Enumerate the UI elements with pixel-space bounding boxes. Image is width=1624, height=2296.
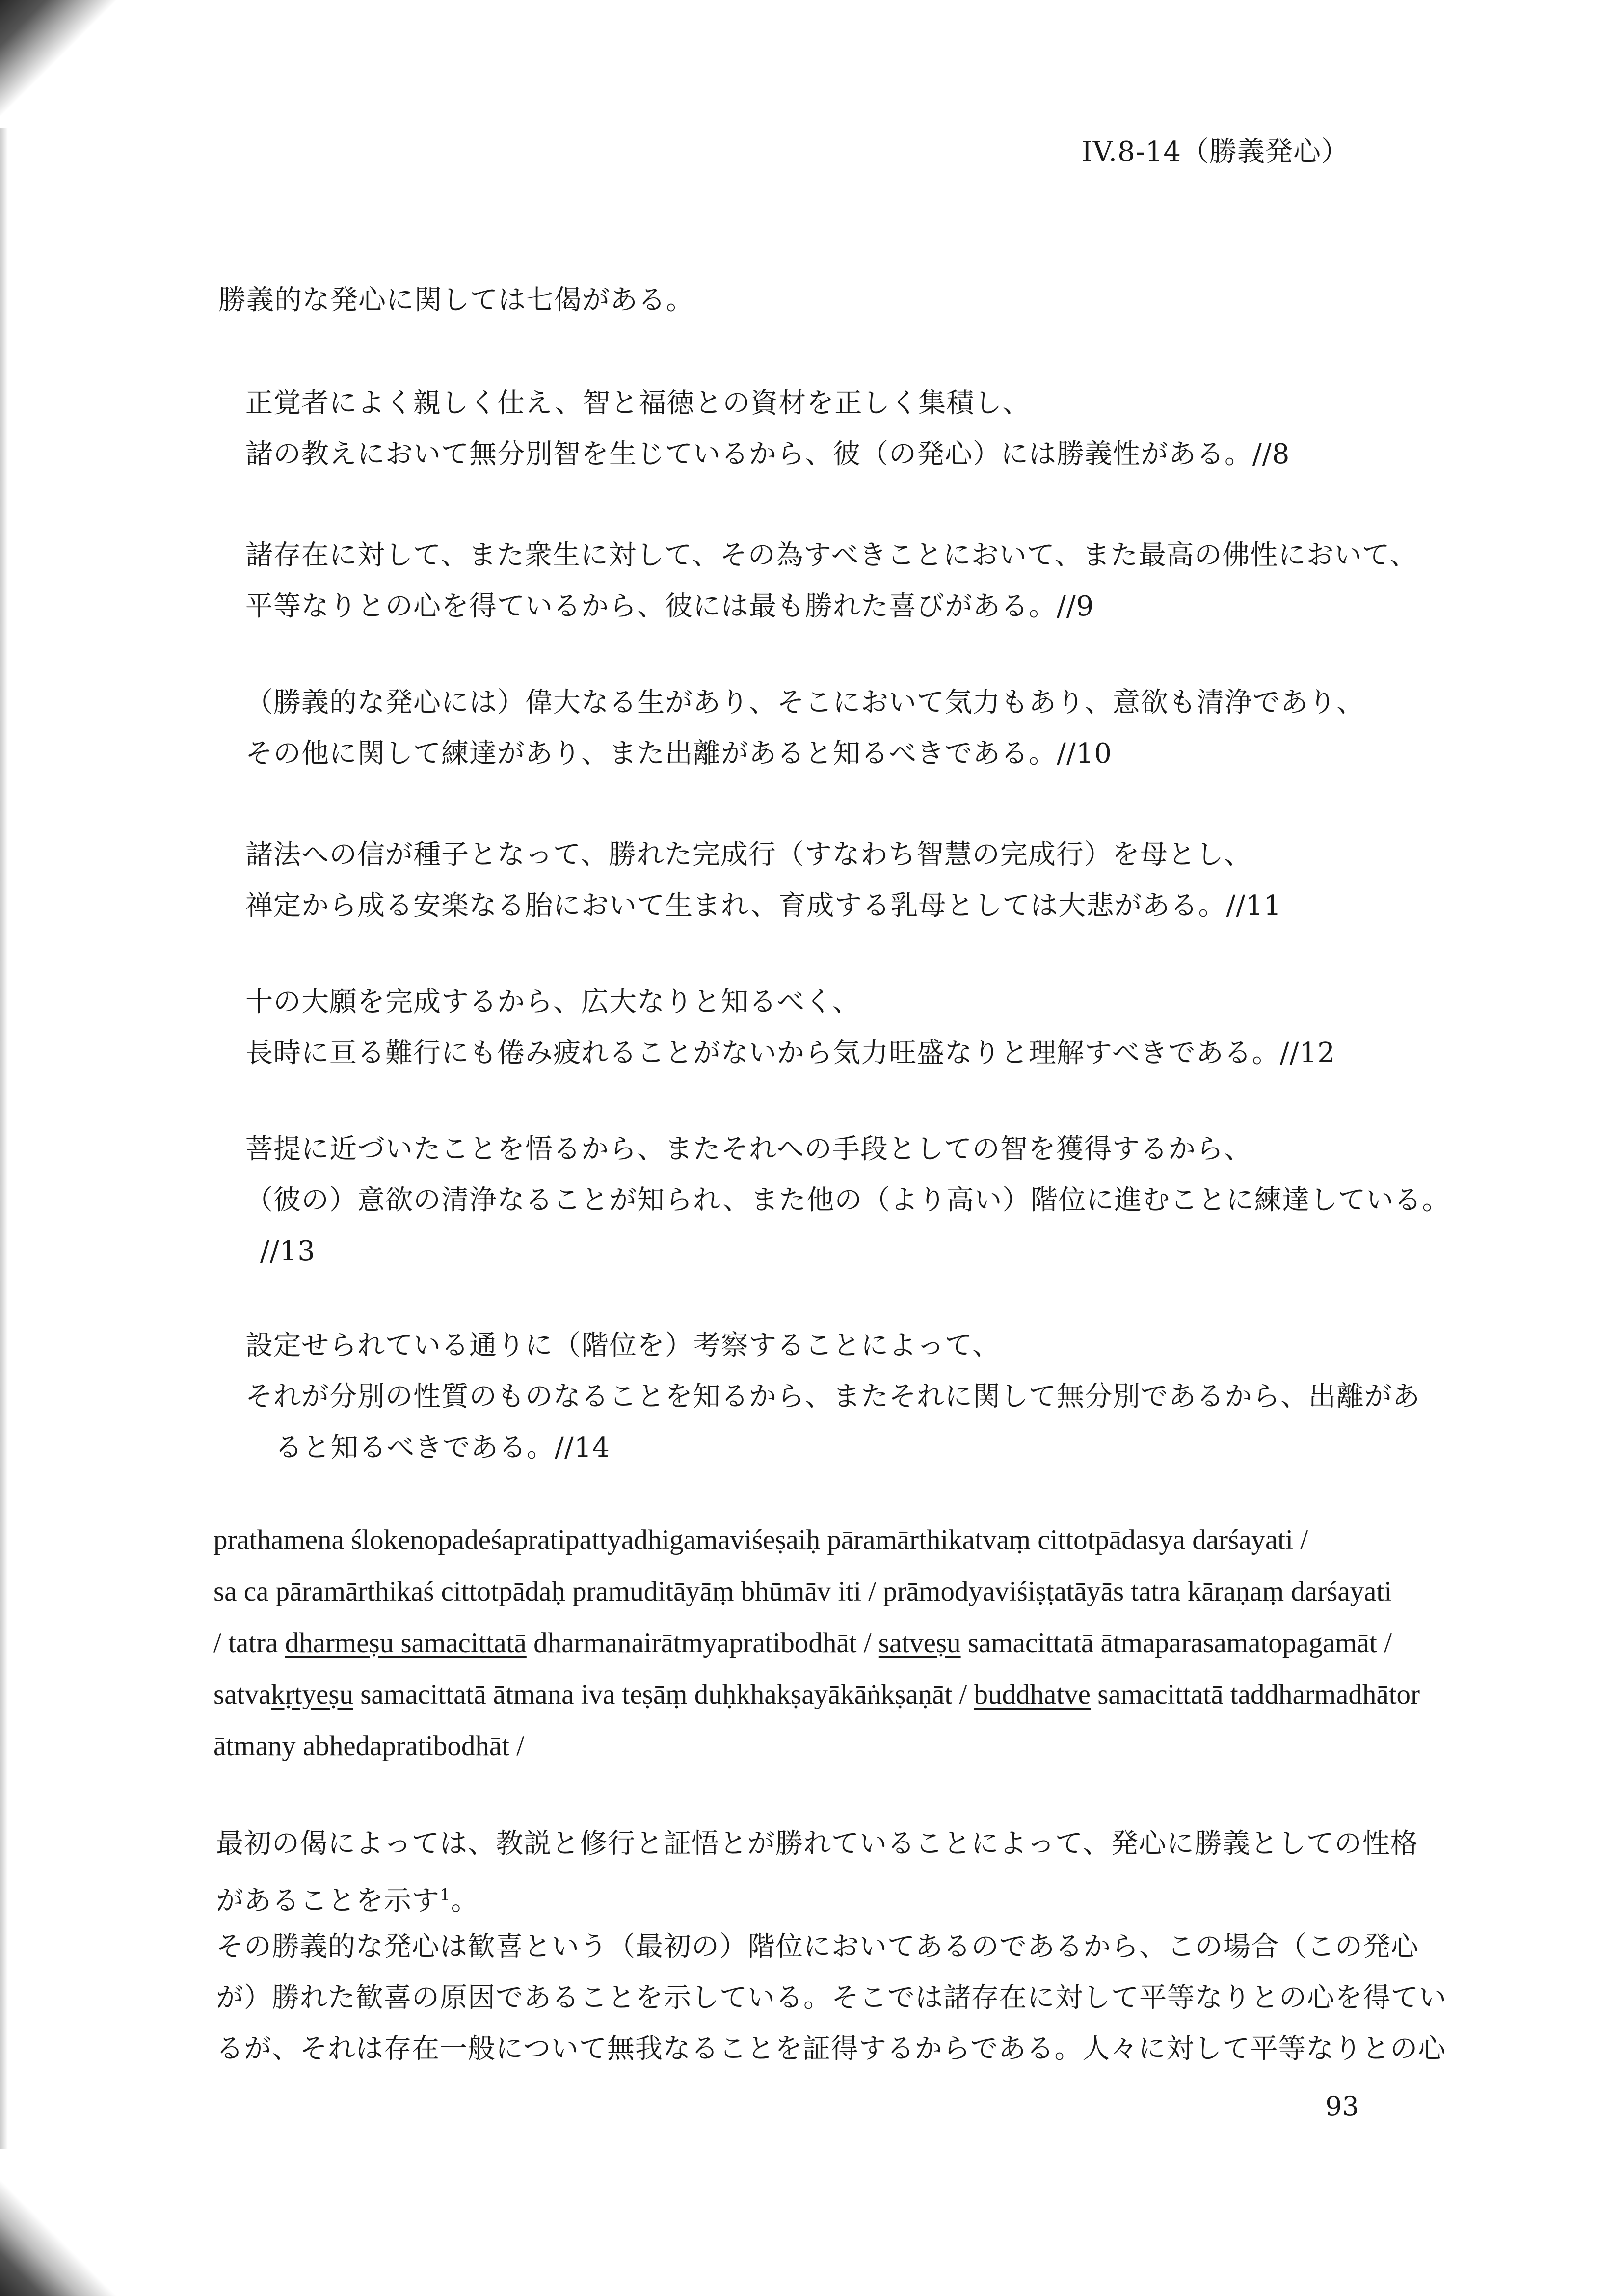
sanskrit-text: satva [213, 1679, 271, 1710]
sanskrit-underlined-term: buddhatve [974, 1679, 1091, 1710]
commentary-text: 。 [451, 1885, 479, 1917]
commentary-line: が）勝れた歓喜の原因であることを示している。そこでは諸存在に対して平等なりとの心を得てい [216, 1982, 1447, 2014]
sanskrit-underlined-term: satveṣu [878, 1628, 961, 1658]
sanskrit-line-4 [213, 1679, 1420, 1710]
verse-14 [245, 1320, 1420, 1473]
sanskrit-underlined-term: dharmeṣu samacittatā [285, 1628, 527, 1658]
intro-line: 勝義的な発心に関しては七偈がある。 [218, 284, 694, 316]
verse-line: 正覚者によく親しく仕え、智と福徳との資材を正しく集積し、 [245, 387, 1031, 419]
sanskrit-text: samacittatā ātmana iva teṣāṃ duḥkhakṣayākāṅkṣaṇāt / [353, 1679, 974, 1710]
sanskrit-line-5: ātmany abhedapratibodhāt / [213, 1731, 525, 1762]
verse-12 [245, 977, 1335, 1079]
verse-line: 設定せられている通りに（階位を）考察することによって、 [245, 1330, 1000, 1362]
verse-line: 長時に亘る難行にも倦み疲れることがないから気力旺盛なりと理解すべきである。//12 [245, 1037, 1335, 1069]
sanskrit-line-2: sa ca pāramārthikaś cittotpādaḥ pramuditāyāṃ bhūmāv iti / prāmodyaviśiṣṭatāyās tatra kāraṇaṃ darśayati [213, 1576, 1392, 1607]
sanskrit-underlined-term: kṛtyeṣu [271, 1679, 353, 1710]
verse-10 [245, 677, 1364, 779]
commentary-paragraph-1 [216, 1818, 1418, 1927]
verse-line: 諸法への信が種子となって、勝れた完成行（すなわち智慧の完成行）を母とし、 [245, 839, 1252, 871]
verse-line: 平等なりとの心を得ているから、彼には最も勝れた喜びがある。//9 [245, 590, 1094, 622]
scan-shadow-bottom-left [0, 2149, 118, 2296]
verse-9 [245, 530, 1417, 632]
verse-line: （勝義的な発心には）偉大なる生があり、そこにおいて気力もあり、意欲も清浄であり、 [245, 687, 1364, 719]
verse-line: 菩提に近づいたことを悟るから、またそれへの手段としての智を獲得するから、 [245, 1133, 1252, 1165]
verse-line: その他に関して練達があり、また出離があると知るべきである。//10 [245, 738, 1112, 770]
sanskrit-text: / tatra [213, 1628, 285, 1658]
sanskrit-line-3 [213, 1627, 1392, 1659]
footnote-marker: 1 [440, 1885, 451, 1905]
verse-8 [245, 378, 1290, 480]
verse-line: //13 [260, 1235, 316, 1267]
sanskrit-line-1: prathamena ślokenopadeśapratipattyadhigamaviśeṣaiḥ pāramārthikatvaṃ cittotpādasya darśayati / [213, 1524, 1308, 1555]
verse-11 [245, 829, 1281, 932]
verse-line: 禅定から成る安楽なる胎において生まれ、育成する乳母としては大悲がある。//11 [245, 890, 1282, 922]
commentary-line: 最初の偈によっては、教説と修行と証悟とが勝れていることによって、発心に勝義としての性格 [216, 1828, 1418, 1860]
commentary-paragraph-2 [216, 1922, 1447, 2075]
commentary-line [216, 1869, 1418, 1927]
commentary-line: るが、それは存在一般について無我なることを証得するからである。人々に対して平等なりとの心 [216, 2033, 1446, 2065]
verse-line: （彼の）意欲の清浄なることが知られ、また他の（より高い）階位に進むことに練達している。 [245, 1184, 1450, 1216]
sanskrit-text: samacittatā taddharmadhātor [1090, 1679, 1420, 1710]
verse-13 [245, 1124, 1450, 1277]
verse-line: 諸の教えにおいて無分別智を生じているから、彼（の発心）には勝義性がある。//8 [245, 438, 1290, 470]
commentary-text: があることを示す [216, 1885, 440, 1917]
sanskrit-text: samacittatā ātmaparasamatopagamāt / [960, 1628, 1392, 1658]
verse-line: 十の大願を完成するから、広大なりと知るべく、 [245, 986, 860, 1018]
running-head: IV.8-14（勝義発心） [1081, 136, 1349, 168]
verse-line: 諸存在に対して、また衆生に対して、その為すべきことにおいて、また最高の佛性において、 [245, 539, 1418, 571]
sanskrit-text: dharmanairātmyapratibodhāt / [526, 1628, 879, 1658]
commentary-line: その勝義的な発心は歓喜という（最初の）階位においてあるのであるから、この場合（この発心 [216, 1931, 1419, 1963]
verse-line: それが分別の性質のものなることを知るから、またそれに関して無分別であるから、出離があ [245, 1381, 1420, 1413]
verse-line: ると知るべきである。//14 [275, 1432, 610, 1464]
scan-shadow-left-edge [0, 128, 8, 2149]
page-number: 93 [1325, 2091, 1359, 2122]
scan-shadow-top-left [0, 0, 128, 128]
